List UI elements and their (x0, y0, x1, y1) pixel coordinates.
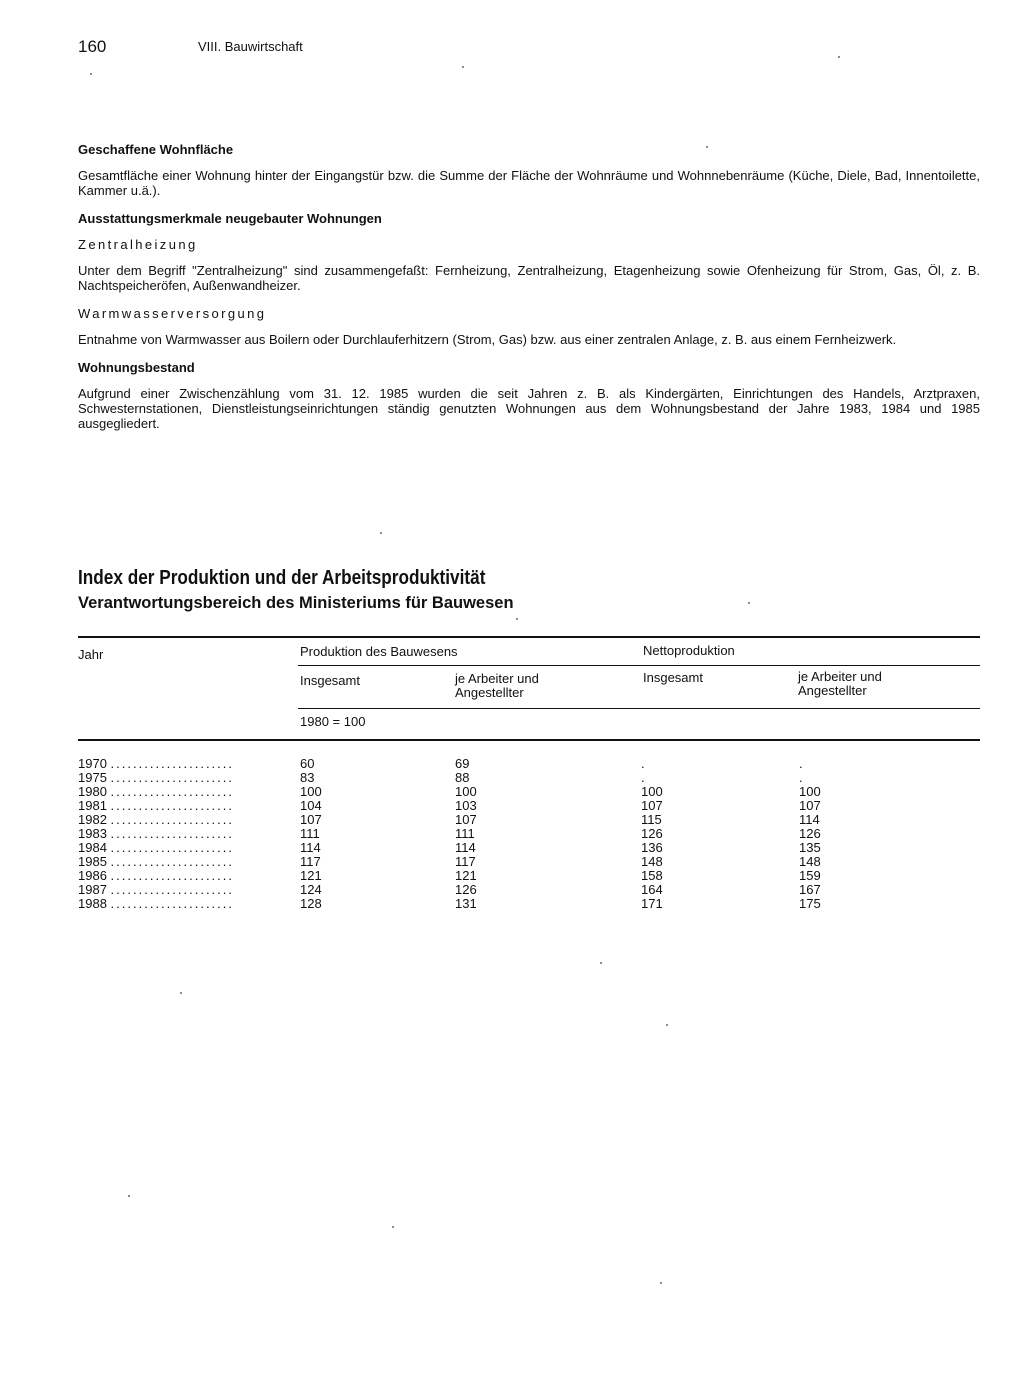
table-row (78, 897, 938, 911)
scan-speck (748, 602, 750, 604)
net-per-worker-cell: . (799, 756, 803, 771)
scan-speck (660, 1282, 662, 1284)
net-per-worker-cell: 126 (799, 826, 821, 841)
table-row (78, 883, 938, 897)
year-cell (78, 855, 278, 869)
leader-dots: ...................... (110, 785, 235, 799)
net-per-worker-cell: 135 (799, 840, 821, 855)
definition-subheading: Zentralheizung (78, 237, 198, 252)
year-cell (78, 785, 278, 799)
scan-speck (128, 1195, 130, 1197)
leader-dots: ...................... (110, 897, 235, 911)
header-bottom-rule (78, 739, 980, 741)
definition-text: Gesamtfläche einer Wohnung hinter der Eingangstür bzw. die Summe der Fläche der Wohnräume und Wohnnebenräume (Küche, Diele, Bad, Innentoilette, Kammer u.ä.). (78, 168, 980, 198)
definition-heading: Ausstattungsmerkmale neugebauter Wohnungen (78, 211, 382, 226)
net-total-cell: 148 (641, 854, 663, 869)
per-worker-line2: Angestellter (798, 683, 867, 698)
production-per-worker-cell: 69 (455, 756, 470, 771)
table-row (78, 841, 938, 855)
net-total-cell: 164 (641, 882, 663, 897)
net-total-cell: 136 (641, 840, 663, 855)
table-row (78, 757, 938, 771)
net-total-cell: 158 (641, 868, 663, 883)
definition-heading: Geschaffene Wohnfläche (78, 142, 234, 157)
leader-dots: ...................... (110, 841, 235, 855)
year-label: 1984 (78, 841, 107, 855)
leader-dots: ...................... (110, 883, 235, 897)
col-header-total-production: Insgesamt (300, 673, 360, 688)
chapter-title: VIII. Bauwirtschaft (198, 39, 303, 54)
base-year-label: 1980 = 100 (300, 714, 366, 729)
table-row (78, 869, 938, 883)
net-total-cell: 126 (641, 826, 663, 841)
scan-speck (380, 532, 382, 534)
table-title: Index der Produktion und der Arbeitsproduktivität (78, 567, 486, 589)
leader-dots: ...................... (110, 813, 235, 827)
col-header-year: Jahr (78, 647, 104, 662)
col-group-production: Produktion des Bauwesens (300, 644, 458, 659)
net-total-cell: 107 (641, 798, 663, 813)
production-per-worker-cell: 126 (455, 882, 477, 897)
year-label: 1987 (78, 883, 107, 897)
table-row (78, 827, 938, 841)
net-per-worker-cell: 175 (799, 896, 821, 911)
scan-speck (706, 146, 708, 148)
production-per-worker-cell: 131 (455, 896, 477, 911)
definition-text: Aufgrund einer Zwischenzählung vom 31. 12. 1985 wurden die seit Jahren z. B. als Kindergärten, Einrichtungen des Handels, Arztpraxen, Schwesternstationen, Dienstleistungseinrichtungen ständig genutzten Wohnungen aus dem Wohnungsbestand der Jahre 1983, 1984 und 1985 ausgegliedert. (78, 386, 980, 431)
leader-dots: ...................... (110, 869, 235, 883)
year-label: 1970 (78, 757, 107, 771)
page-number: 160 (78, 37, 107, 56)
net-total-cell: 100 (641, 784, 663, 799)
definitions-section (78, 142, 980, 444)
scan-speck (462, 66, 464, 68)
year-cell (78, 841, 278, 855)
year-cell (78, 771, 278, 785)
scan-speck (666, 1024, 668, 1026)
production-total-cell: 124 (300, 882, 322, 897)
scan-speck (600, 962, 602, 964)
year-cell (78, 813, 278, 827)
production-total-cell: 114 (300, 840, 321, 855)
year-label: 1982 (78, 813, 107, 827)
production-per-worker-cell: 117 (455, 854, 476, 869)
index-table-body (78, 757, 938, 911)
definition-heading: Wohnungsbestand (78, 360, 195, 375)
production-per-worker-cell: 114 (455, 840, 476, 855)
production-total-cell: 83 (300, 770, 315, 785)
year-cell (78, 799, 278, 813)
net-total-cell: 115 (641, 812, 662, 827)
table-row (78, 785, 938, 799)
leader-dots: ...................... (110, 771, 235, 785)
leader-dots: ...................... (110, 855, 235, 869)
definition-text: Entnahme von Warmwasser aus Boilern oder Durchlauferhitzern (Strom, Gas) bzw. aus einer zentralen Anlage, z. B. aus einem Fernheizwerk. (78, 332, 897, 347)
net-per-worker-cell: . (799, 770, 803, 785)
net-per-worker-cell: 148 (799, 854, 821, 869)
production-total-cell: 111 (300, 826, 320, 841)
production-per-worker-cell: 111 (455, 826, 475, 841)
per-worker-line1: je Arbeiter und (455, 671, 539, 686)
table-row (78, 813, 938, 827)
table-subtitle: Verantwortungsbereich des Ministeriums für Bauwesen (78, 594, 514, 612)
per-worker-line1: je Arbeiter und (798, 669, 882, 684)
year-cell (78, 897, 278, 911)
net-total-cell: 171 (641, 896, 663, 911)
table-row (78, 855, 938, 869)
leader-dots: ...................... (110, 757, 235, 771)
year-cell (78, 757, 278, 771)
production-per-worker-cell: 100 (455, 784, 477, 799)
scan-speck (838, 56, 840, 58)
production-per-worker-cell: 107 (455, 812, 477, 827)
running-head (78, 37, 978, 57)
col-group-net-production: Nettoproduktion (643, 643, 735, 658)
col-header-total-net: Insgesamt (643, 670, 703, 685)
header-group-rule (298, 665, 980, 666)
net-total-cell: . (641, 770, 645, 785)
production-total-cell: 128 (300, 896, 322, 911)
production-total-cell: 60 (300, 756, 315, 771)
year-cell (78, 869, 278, 883)
table-row (78, 771, 938, 785)
year-label: 1981 (78, 799, 107, 813)
definition-text: Unter dem Begriff "Zentralheizung" sind zusammengefaßt: Fernheizung, Zentralheizung, Etagenheizung sowie Ofenheizung für Strom, Gas, Öl, z. B. Nachtspeicheröfen, Außenwandheizer. (78, 263, 980, 293)
scan-speck (180, 992, 182, 994)
scan-speck (90, 73, 92, 75)
table-top-rule (78, 636, 980, 638)
year-label: 1985 (78, 855, 107, 869)
year-label: 1986 (78, 869, 107, 883)
per-worker-line2: Angestellter (455, 685, 524, 700)
production-per-worker-cell: 88 (455, 770, 470, 785)
production-total-cell: 107 (300, 812, 322, 827)
scan-speck (516, 618, 518, 620)
col-header-per-worker-production (455, 672, 539, 700)
net-per-worker-cell: 159 (799, 868, 821, 883)
table-row (78, 799, 938, 813)
year-label: 1980 (78, 785, 107, 799)
definition-subheading: Warmwasserversorgung (78, 306, 267, 321)
leader-dots: ...................... (110, 827, 235, 841)
leader-dots: ...................... (110, 799, 235, 813)
header-sub-rule (298, 708, 980, 709)
year-label: 1983 (78, 827, 107, 841)
year-cell (78, 883, 278, 897)
production-total-cell: 117 (300, 854, 321, 869)
production-per-worker-cell: 103 (455, 798, 477, 813)
production-per-worker-cell: 121 (455, 868, 477, 883)
net-per-worker-cell: 100 (799, 784, 821, 799)
net-per-worker-cell: 167 (799, 882, 821, 897)
year-label: 1975 (78, 771, 107, 785)
net-total-cell: . (641, 756, 645, 771)
net-per-worker-cell: 107 (799, 798, 821, 813)
col-header-per-worker-net (798, 670, 882, 698)
production-total-cell: 104 (300, 798, 322, 813)
production-total-cell: 100 (300, 784, 322, 799)
year-cell (78, 827, 278, 841)
scan-speck (392, 1226, 394, 1228)
year-label: 1988 (78, 897, 107, 911)
net-per-worker-cell: 114 (799, 812, 820, 827)
production-total-cell: 121 (300, 868, 322, 883)
